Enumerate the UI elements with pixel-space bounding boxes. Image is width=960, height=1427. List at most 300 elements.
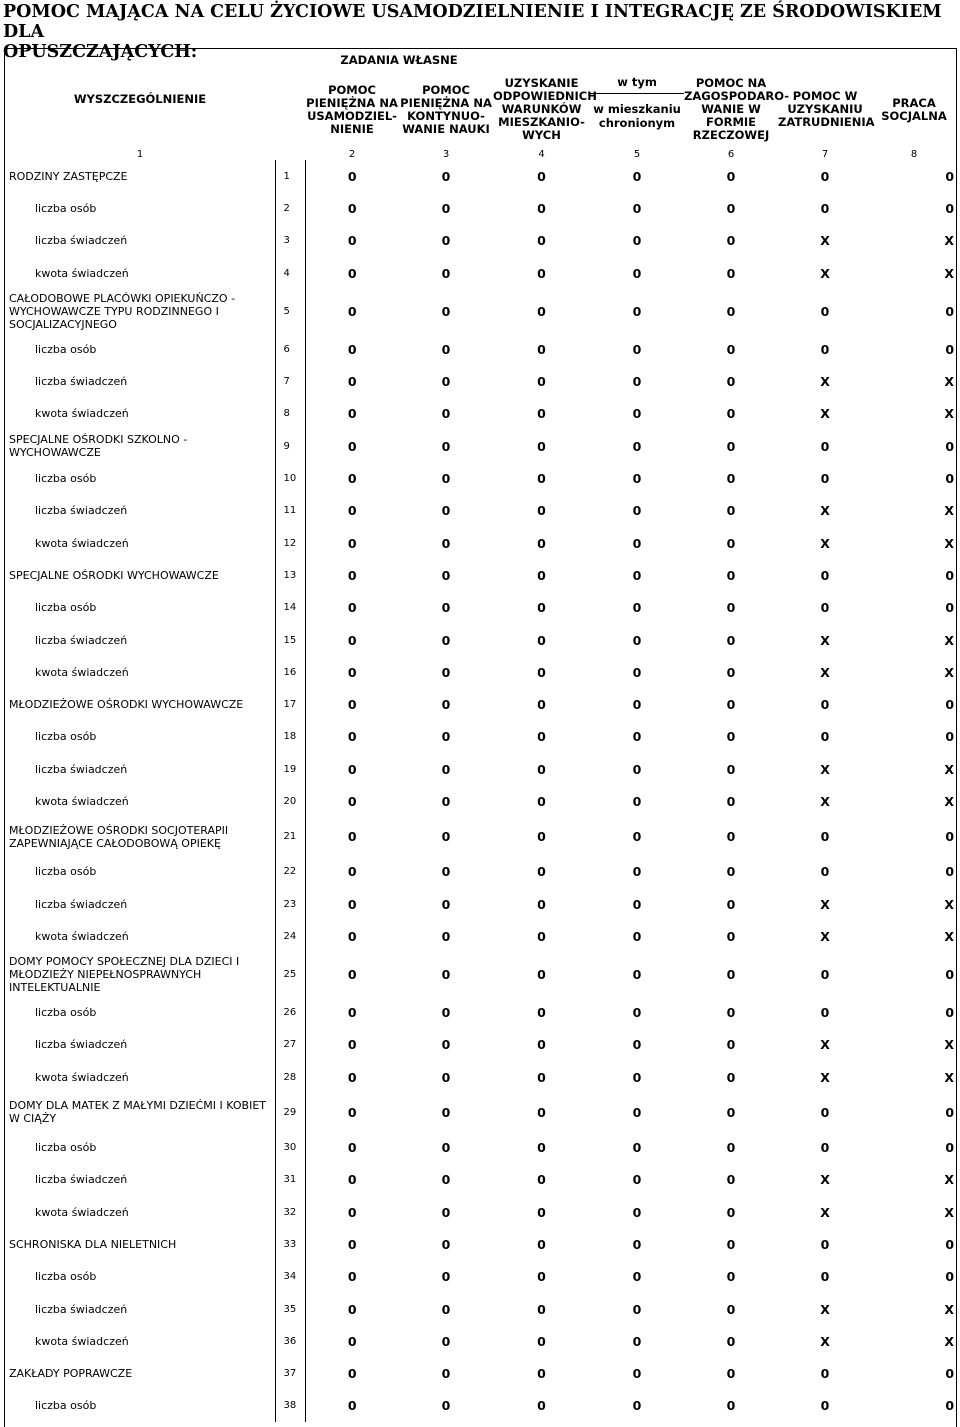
- row-sublabel: liczba osób: [5, 856, 275, 888]
- value-cell: 0: [347, 664, 357, 680]
- row-sublabel: liczba osób: [5, 1261, 275, 1293]
- row-number: 19: [275, 753, 305, 785]
- column-number: 4: [538, 148, 545, 160]
- value-cell: 0: [537, 1204, 546, 1220]
- value-cell: 0: [441, 535, 451, 551]
- column-number: 5: [633, 148, 641, 160]
- table-row: [5, 818, 956, 856]
- value-cell: 0: [441, 864, 451, 880]
- table-row: [5, 430, 956, 462]
- value-cell: 0: [347, 438, 357, 454]
- header-col-praca-socjalna: PRACA SOCJALNA: [881, 95, 947, 123]
- value-cell: 0: [347, 471, 357, 487]
- value-cell: 0: [820, 697, 830, 713]
- value-cell: 0: [441, 200, 451, 216]
- value-cell: X: [944, 265, 955, 281]
- row-number: 6: [275, 333, 305, 365]
- value-cell: 0: [537, 1037, 546, 1053]
- value-cell: 0: [632, 632, 642, 648]
- value-cell: 0: [632, 1398, 642, 1414]
- row-number: 38: [275, 1390, 305, 1422]
- row-number: 37: [275, 1358, 305, 1390]
- value-cell: 0: [945, 200, 955, 216]
- table-row: [5, 1228, 956, 1260]
- value-cell: X: [944, 374, 955, 390]
- value-cell: 0: [632, 1333, 642, 1349]
- value-cell: 0: [537, 664, 546, 680]
- row-number: 22: [275, 856, 305, 888]
- value-cell: 0: [347, 1204, 357, 1220]
- value-cell: 0: [726, 1333, 736, 1349]
- value-cell: 0: [632, 928, 642, 944]
- value-cell: 0: [347, 265, 357, 281]
- table-row: [5, 997, 956, 1029]
- value-cell: 0: [347, 233, 357, 249]
- value-cell: 0: [347, 1140, 357, 1156]
- value-cell: X: [820, 233, 830, 249]
- value-cell: X: [944, 793, 955, 809]
- row-category-label: SPECJALNE OŚRODKI SZKOLNO - WYCHOWAWCZE: [5, 430, 275, 462]
- value-cell: 0: [537, 374, 546, 390]
- value-cell: 0: [347, 967, 357, 983]
- row-number: 30: [275, 1131, 305, 1163]
- value-cell: 0: [632, 168, 642, 184]
- value-cell: 0: [820, 1366, 830, 1382]
- row-number: 15: [275, 624, 305, 656]
- column-number: 1: [136, 148, 144, 160]
- value-cell: 0: [441, 471, 451, 487]
- row-category-label: DOMY POMOCY SPOŁECZNEJ DLA DZIECI I MŁODZIEŻY NIEPEŁNOSPRAWNYCH INTELEKTUALNIE: [5, 953, 275, 997]
- value-cell: 0: [441, 1269, 451, 1285]
- value-cell: 0: [537, 200, 546, 216]
- value-cell: 0: [347, 896, 357, 912]
- report-table: [5, 49, 956, 1422]
- table-row: [5, 721, 956, 753]
- table-row: [5, 953, 956, 997]
- row-sublabel: liczba świadczeń: [5, 225, 275, 257]
- row-number: 26: [275, 997, 305, 1029]
- table-row: [5, 333, 956, 365]
- value-cell: 0: [347, 1236, 357, 1252]
- value-cell: 0: [632, 967, 642, 983]
- value-cell: 0: [632, 1172, 642, 1188]
- value-cell: 0: [945, 1140, 955, 1156]
- value-cell: 0: [347, 1172, 357, 1188]
- value-cell: 0: [441, 1366, 451, 1382]
- value-cell: 0: [632, 664, 642, 680]
- value-cell: 0: [726, 1236, 736, 1252]
- table-row: [5, 160, 956, 192]
- value-cell: X: [820, 664, 830, 680]
- value-cell: 0: [441, 664, 451, 680]
- value-cell: 0: [820, 1140, 830, 1156]
- table-row: [5, 225, 956, 257]
- value-cell: 0: [945, 567, 955, 583]
- table-row: [5, 192, 956, 224]
- value-cell: 0: [726, 664, 736, 680]
- value-cell: 0: [441, 1398, 451, 1414]
- row-number: 1: [275, 160, 305, 192]
- row-sublabel: liczba osób: [5, 592, 275, 624]
- row-sublabel: kwota świadczeń: [5, 656, 275, 688]
- header-group-row: [5, 49, 956, 71]
- table-row: [5, 365, 956, 397]
- value-cell: 0: [726, 761, 736, 777]
- table-row: [5, 1325, 956, 1357]
- value-cell: 0: [726, 341, 736, 357]
- row-number: 5: [275, 289, 305, 333]
- table-row: [5, 688, 956, 720]
- row-number: 10: [275, 462, 305, 494]
- row-number: 21: [275, 818, 305, 856]
- value-cell: 0: [441, 697, 451, 713]
- value-cell: 0: [820, 471, 830, 487]
- table-row: [5, 1093, 956, 1131]
- value-cell: 0: [632, 233, 642, 249]
- row-number: 8: [275, 398, 305, 430]
- row-sublabel: liczba świadczeń: [5, 365, 275, 397]
- value-cell: 0: [537, 1333, 546, 1349]
- value-cell: 0: [632, 503, 642, 519]
- value-cell: 0: [537, 829, 546, 845]
- value-cell: 0: [347, 1037, 357, 1053]
- value-cell: 0: [441, 1301, 451, 1317]
- title-line-2: OPUSZCZAJĄCYCH:: [3, 42, 198, 62]
- value-cell: 0: [347, 200, 357, 216]
- value-cell: 0: [726, 168, 736, 184]
- value-cell: 0: [441, 1069, 451, 1085]
- value-cell: 0: [726, 896, 736, 912]
- value-cell: 0: [726, 1366, 736, 1382]
- value-cell: 0: [347, 168, 357, 184]
- value-cell: 0: [441, 265, 451, 281]
- row-number: 33: [275, 1228, 305, 1260]
- value-cell: 0: [347, 503, 357, 519]
- title-line-1: POMOC MAJĄCA NA CELU ŻYCIOWE USAMODZIELNIENIE I INTEGRACJĘ ZE ŚRODOWISKIEM DLA: [3, 2, 942, 42]
- value-cell: 0: [632, 1005, 642, 1021]
- value-cell: 0: [726, 697, 736, 713]
- value-cell: 0: [726, 928, 736, 944]
- value-cell: 0: [347, 374, 357, 390]
- value-cell: X: [820, 1172, 830, 1188]
- value-cell: 0: [441, 1204, 451, 1220]
- value-cell: X: [944, 1172, 955, 1188]
- value-cell: X: [820, 406, 830, 422]
- row-number: 36: [275, 1325, 305, 1357]
- value-cell: 0: [632, 1269, 642, 1285]
- value-cell: 0: [537, 697, 546, 713]
- row-sublabel: kwota świadczeń: [5, 527, 275, 559]
- value-cell: 0: [347, 632, 357, 648]
- value-cell: 0: [537, 864, 546, 880]
- value-cell: 0: [632, 1236, 642, 1252]
- row-number: 12: [275, 527, 305, 559]
- value-cell: 0: [820, 567, 830, 583]
- header-col-zagospodarowanie: POMOC NA ZAGOSPODARO-WANIE W FORMIE RZECZOWEJ: [684, 76, 790, 142]
- value-cell: X: [944, 1204, 955, 1220]
- value-cell: 0: [347, 864, 357, 880]
- table-row: [5, 920, 956, 952]
- value-cell: 0: [945, 1366, 955, 1382]
- table-row: [5, 856, 956, 888]
- value-cell: 0: [820, 438, 830, 454]
- value-cell: 0: [726, 1005, 736, 1021]
- table-row: [5, 1164, 956, 1196]
- value-cell: 0: [726, 1269, 736, 1285]
- row-number: 11: [275, 495, 305, 527]
- value-cell: 0: [347, 1366, 357, 1382]
- table-row: [5, 462, 956, 494]
- row-number: 16: [275, 656, 305, 688]
- value-cell: 0: [347, 303, 357, 319]
- value-cell: 0: [347, 761, 357, 777]
- value-cell: 0: [537, 1172, 546, 1188]
- row-sublabel: liczba osób: [5, 1390, 275, 1422]
- value-cell: 0: [537, 1140, 546, 1156]
- header-group-label: ZADANIA WŁASNE: [340, 52, 458, 67]
- value-cell: X: [820, 1333, 830, 1349]
- row-sublabel: liczba świadczeń: [5, 624, 275, 656]
- value-cell: 0: [820, 1104, 830, 1120]
- value-cell: 0: [945, 1005, 955, 1021]
- row-number: 2: [275, 192, 305, 224]
- value-cell: 0: [347, 567, 357, 583]
- value-cell: 0: [537, 1069, 546, 1085]
- row-category-label: MŁODZIEŻOWE OŚRODKI SOCJOTERAPII ZAPEWNIAJĄCE CAŁODOBOWĄ OPIEKĘ: [5, 818, 275, 856]
- value-cell: 0: [537, 233, 546, 249]
- value-cell: 0: [441, 168, 451, 184]
- value-cell: 0: [441, 793, 451, 809]
- value-cell: 0: [347, 1069, 357, 1085]
- row-sublabel: liczba świadczeń: [5, 1164, 275, 1196]
- row-sublabel: kwota świadczeń: [5, 1196, 275, 1228]
- value-cell: 0: [347, 729, 357, 745]
- value-cell: 0: [820, 864, 830, 880]
- row-number: 4: [275, 257, 305, 289]
- table-row: [5, 1061, 956, 1093]
- value-cell: 0: [441, 896, 451, 912]
- header-col-usamodzielnienie: POMOC PIENIĘŻNA NA USAMODZIEL-NIENIE: [306, 82, 398, 136]
- row-sublabel: liczba osób: [5, 192, 275, 224]
- row-category-label: RODZINY ZASTĘPCZE: [5, 160, 275, 192]
- row-category-label: MŁODZIEŻOWE OŚRODKI WYCHOWAWCZE: [5, 688, 275, 720]
- value-cell: 0: [537, 928, 546, 944]
- table-row: [5, 592, 956, 624]
- value-cell: 0: [726, 829, 736, 845]
- value-cell: 0: [632, 303, 642, 319]
- column-number: 3: [442, 148, 450, 160]
- header-row-label: WYSZCZEGÓLNIENIE: [73, 91, 207, 106]
- value-cell: 0: [441, 233, 451, 249]
- value-cell: 0: [347, 793, 357, 809]
- header-col-kontynuowanie-nauki: POMOC PIENIĘŻNA NA KONTYNUO-WANIE NAUKI: [400, 82, 492, 136]
- value-cell: 0: [537, 896, 546, 912]
- table-row: [5, 753, 956, 785]
- row-number: 18: [275, 721, 305, 753]
- value-cell: 0: [537, 438, 546, 454]
- value-cell: 0: [632, 265, 642, 281]
- row-number: 32: [275, 1196, 305, 1228]
- table-row: [5, 1261, 956, 1293]
- value-cell: X: [820, 896, 830, 912]
- row-number: 35: [275, 1293, 305, 1325]
- table-row: [5, 559, 956, 591]
- value-cell: 0: [726, 1037, 736, 1053]
- value-cell: 0: [441, 1140, 451, 1156]
- value-cell: 0: [726, 567, 736, 583]
- value-cell: 0: [726, 1204, 736, 1220]
- value-cell: X: [820, 503, 830, 519]
- row-category-label: CAŁODOBOWE PLACÓWKI OPIEKUŃCZO - WYCHOWAWCZE TYPU RODZINNEGO I SOCJALIZACYJNEGO: [5, 289, 275, 333]
- table-row: [5, 785, 956, 817]
- value-cell: 0: [945, 438, 955, 454]
- value-cell: 0: [726, 406, 736, 422]
- value-cell: 0: [441, 729, 451, 745]
- value-cell: 0: [945, 1236, 955, 1252]
- value-cell: 0: [537, 1236, 546, 1252]
- value-cell: 0: [820, 200, 830, 216]
- table-row: [5, 289, 956, 333]
- column-number: 7: [821, 148, 829, 160]
- value-cell: 0: [441, 761, 451, 777]
- table-row: [5, 1390, 956, 1422]
- value-cell: 0: [537, 1104, 546, 1120]
- value-cell: X: [944, 406, 955, 422]
- value-cell: 0: [726, 374, 736, 390]
- value-cell: 0: [632, 535, 642, 551]
- value-cell: 0: [726, 303, 736, 319]
- value-cell: 0: [726, 1104, 736, 1120]
- value-cell: 0: [726, 535, 736, 551]
- value-cell: 0: [537, 265, 546, 281]
- row-sublabel: kwota świadczeń: [5, 785, 275, 817]
- value-cell: X: [944, 1301, 955, 1317]
- report-sheet: [4, 48, 957, 1427]
- value-cell: 0: [726, 967, 736, 983]
- value-cell: X: [944, 503, 955, 519]
- row-number: 25: [275, 953, 305, 997]
- value-cell: 0: [537, 967, 546, 983]
- table-row: [5, 257, 956, 289]
- value-cell: 0: [726, 1398, 736, 1414]
- value-cell: 0: [347, 829, 357, 845]
- value-cell: 0: [632, 1069, 642, 1085]
- value-cell: 0: [537, 600, 546, 616]
- value-cell: 0: [820, 729, 830, 745]
- value-cell: 0: [347, 341, 357, 357]
- value-cell: X: [944, 233, 955, 249]
- value-cell: 0: [347, 1333, 357, 1349]
- table-row: [5, 624, 956, 656]
- row-sublabel: liczba osób: [5, 462, 275, 494]
- row-sublabel: liczba świadczeń: [5, 1029, 275, 1061]
- row-category-label: ZAKŁADY POPRAWCZE: [5, 1358, 275, 1390]
- column-numbers-row: [5, 148, 956, 160]
- row-sublabel: kwota świadczeń: [5, 1325, 275, 1357]
- value-cell: 0: [726, 1140, 736, 1156]
- value-cell: X: [944, 1333, 955, 1349]
- value-cell: 0: [537, 567, 546, 583]
- row-sublabel: kwota świadczeń: [5, 1061, 275, 1093]
- value-cell: X: [820, 1069, 830, 1085]
- row-number: 28: [275, 1061, 305, 1093]
- value-cell: 0: [632, 761, 642, 777]
- value-cell: 0: [632, 1204, 642, 1220]
- value-cell: 0: [441, 1037, 451, 1053]
- value-cell: 0: [632, 829, 642, 845]
- value-cell: 0: [537, 761, 546, 777]
- value-cell: 0: [632, 200, 642, 216]
- value-cell: 0: [945, 471, 955, 487]
- row-sublabel: liczba świadczeń: [5, 753, 275, 785]
- value-cell: 0: [726, 1069, 736, 1085]
- row-number: 3: [275, 225, 305, 257]
- value-cell: X: [820, 535, 830, 551]
- value-cell: X: [820, 928, 830, 944]
- value-cell: 0: [820, 829, 830, 845]
- value-cell: 0: [945, 1104, 955, 1120]
- value-cell: 0: [441, 341, 451, 357]
- value-cell: 0: [632, 438, 642, 454]
- value-cell: 0: [945, 168, 955, 184]
- value-cell: 0: [820, 1236, 830, 1252]
- value-cell: 0: [537, 1366, 546, 1382]
- value-cell: 0: [632, 600, 642, 616]
- header-col-zatrudnienie: POMOC W UZYSKANIU ZATRUDNIENIA: [778, 89, 875, 129]
- value-cell: 0: [632, 1140, 642, 1156]
- row-number: 27: [275, 1029, 305, 1061]
- value-cell: 0: [820, 967, 830, 983]
- value-cell: 0: [347, 697, 357, 713]
- value-cell: 0: [632, 1104, 642, 1120]
- value-cell: X: [820, 761, 830, 777]
- row-number: 24: [275, 920, 305, 952]
- row-number: 34: [275, 1261, 305, 1293]
- table-row: [5, 1196, 956, 1228]
- table-row: [5, 1029, 956, 1061]
- row-number: 17: [275, 688, 305, 720]
- row-category-label: SCHRONISKA DLA NIELETNICH: [5, 1228, 275, 1260]
- value-cell: 0: [726, 729, 736, 745]
- value-cell: 0: [726, 233, 736, 249]
- header-col-mieszkanie-chronione: w mieszkaniu chronionym: [593, 102, 681, 130]
- value-cell: 0: [632, 729, 642, 745]
- header-col-warunki-mieszkaniowe: UZYSKANIE ODPOWIEDNICH WARUNKÓW MIESZKANIO-WYCH: [493, 76, 597, 142]
- value-cell: X: [820, 265, 830, 281]
- table-row: [5, 527, 956, 559]
- table-row: [5, 656, 956, 688]
- value-cell: 0: [347, 1104, 357, 1120]
- value-cell: X: [944, 928, 955, 944]
- value-cell: 0: [441, 303, 451, 319]
- value-cell: X: [820, 1301, 830, 1317]
- value-cell: 0: [347, 1301, 357, 1317]
- value-cell: 0: [945, 729, 955, 745]
- value-cell: X: [944, 632, 955, 648]
- value-cell: 0: [820, 600, 830, 616]
- table-row: [5, 495, 956, 527]
- row-sublabel: liczba osób: [5, 1131, 275, 1163]
- value-cell: X: [820, 1037, 830, 1053]
- table-row: [5, 1131, 956, 1163]
- value-cell: 0: [537, 1301, 546, 1317]
- value-cell: 0: [945, 864, 955, 880]
- value-cell: 0: [820, 1269, 830, 1285]
- value-cell: 0: [441, 374, 451, 390]
- value-cell: 0: [726, 265, 736, 281]
- value-cell: X: [820, 1204, 830, 1220]
- row-category-label: DOMY DLA MATEK Z MAŁYMI DZIEĆMI I KOBIET W CIĄŻY: [5, 1093, 275, 1131]
